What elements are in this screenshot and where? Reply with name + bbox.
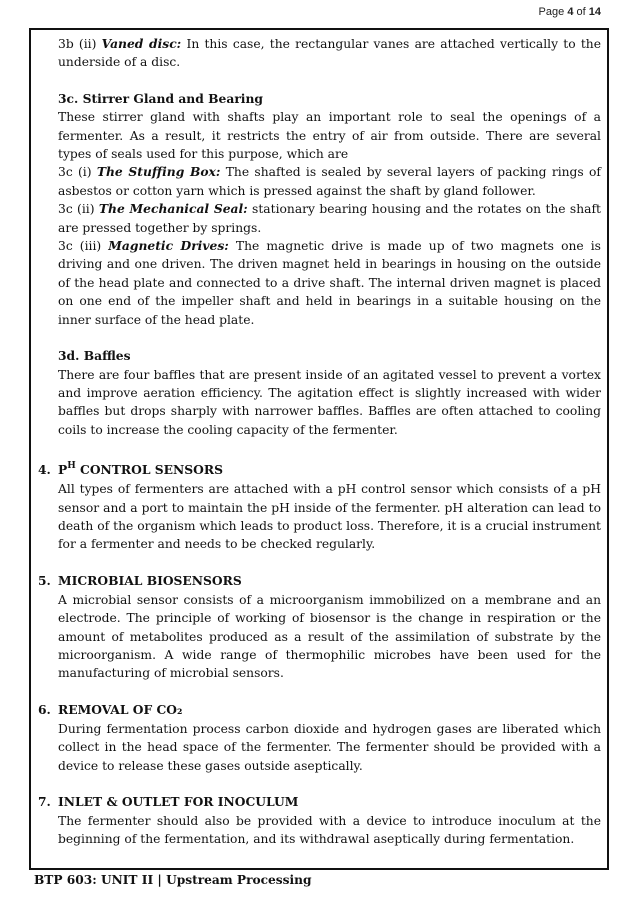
page-content bbox=[38, 35, 601, 849]
section-number: 6. bbox=[38, 701, 51, 717]
section-number: 5. bbox=[38, 572, 51, 588]
page-total: 14 bbox=[588, 6, 601, 18]
page-number bbox=[539, 6, 601, 18]
section-title-rest: CONTROL SENSORS bbox=[75, 462, 223, 478]
vaned-disc-prefix: 3b (ii) bbox=[58, 37, 97, 51]
magnetic-drives-title: Magnetic Drives: bbox=[108, 238, 229, 254]
magnetic-drives-paragraph bbox=[58, 237, 601, 329]
stuffing-box-title: The Stuffing Box: bbox=[96, 164, 221, 180]
section-inlet-outlet bbox=[38, 793, 601, 849]
section-number: 4. bbox=[38, 462, 51, 478]
stirrer-gland-heading-text: . Stirrer Gland and Bearing bbox=[74, 90, 264, 106]
section-text: The fermenter should also be provided with a device to introduce inoculum at the beginning of the fermentation, and its withdrawal aseptically during fermentation. bbox=[58, 814, 601, 847]
stuffing-box-paragraph bbox=[58, 163, 601, 200]
vaned-disc-title: Vaned disc: bbox=[101, 36, 182, 51]
mechanical-seal-text: stationary bearing housing and the rotates on the shaft are pressed together by springs. bbox=[58, 202, 601, 235]
section-text: All types of fermenters are attached with a pH control sensor which consists of a pH sensor and a port to maintain the pH inside of the fermenter. pH alteration can lead to death of the organism which leads to product loss. Therefore, it is a crucial instrument for a fermenter and needs to be checked regularly. bbox=[58, 482, 601, 552]
page-of: of bbox=[576, 6, 586, 18]
vaned-disc-text: In this case, the rectangular vanes are attached vertically to the underside of a disc. bbox=[58, 37, 601, 70]
section-heading bbox=[38, 461, 601, 480]
page-current: 4 bbox=[567, 6, 574, 18]
section-title-superscript: H bbox=[67, 461, 76, 472]
stuffing-box-prefix: 3c (i) bbox=[58, 165, 92, 180]
baffles-text: There are four baffles that are present inside of an agitated vessel to prevent a vortex and improve aeration efficiency. The agitation effect is slightly increased with wider baffles but drops sharply with narrower baffles. Baffles are often attached to cooling coils to increase the cooling capacity of the fermenter. bbox=[58, 367, 601, 437]
section-number: 7. bbox=[38, 794, 51, 809]
section-title: INLET & OUTLET FOR INOCULUM bbox=[58, 794, 299, 809]
section-heading bbox=[38, 701, 601, 720]
section-removal-co2 bbox=[38, 701, 601, 775]
mechanical-seal-prefix: 3c (ii) bbox=[58, 202, 95, 217]
stirrer-gland-intro: These stirrer gland with shafts play an important role to seal the openings of a fermenter. As a result, it restricts the entry of air from outside. There are several types of seals used for this purpose, which are bbox=[58, 110, 601, 162]
section-title: REMOVAL OF CO₂ bbox=[58, 701, 183, 717]
page-label: Page bbox=[538, 6, 565, 18]
section-title: MICROBIAL BIOSENSORS bbox=[58, 572, 242, 588]
page-footer: BTP 603: UNIT II | Upstream Processing bbox=[34, 873, 312, 887]
stirrer-gland-heading bbox=[58, 90, 601, 108]
magnetic-drives-text: The magnetic drive is made up of two magnets one is driving and one driven. The driven magnet held in bearings in housing on the outside of the head plate and connected to a drive shaft. The internal driven magnet is placed on one end of the impeller shaft and held in bearings in a suitable housing on the inner surface of the head plate. bbox=[58, 239, 601, 327]
section-microbial-biosensors bbox=[38, 572, 601, 683]
baffles-heading: 3d. Baffles bbox=[58, 348, 131, 364]
mechanical-seal-paragraph bbox=[58, 200, 601, 237]
section-text: A microbial sensor consists of a microorganism immobilized on a membrane and an electrode. The principle of working of biosensor is the change in respiration or the amount of metabolites produced as a result of the assimilation of substrate by the microorganism. A wide range of thermophilic microbes have been used for the manufacturing of microbial sensors. bbox=[58, 592, 601, 681]
section-ph-sensors bbox=[38, 461, 601, 554]
section-text: During fermentation process carbon dioxide and hydrogen gases are liberated which collect in the head space of the fermenter. The fermenter should be provided with a device to release these gases outside aseptically. bbox=[58, 721, 601, 773]
section-heading bbox=[38, 572, 601, 591]
magnetic-drives-prefix: 3c (iii) bbox=[58, 239, 102, 254]
section-title-main: P bbox=[58, 462, 68, 478]
stuffing-box-text: The shafted is sealed by several layers of packing rings of asbestos or cotton yarn which is pressed against the shaft by gland follower. bbox=[58, 165, 601, 198]
mechanical-seal-title: The Mechanical Seal: bbox=[98, 201, 248, 217]
vaned-disc-paragraph bbox=[58, 35, 601, 72]
section-heading bbox=[38, 793, 601, 812]
stirrer-gland-heading-num: 3c bbox=[58, 90, 75, 106]
